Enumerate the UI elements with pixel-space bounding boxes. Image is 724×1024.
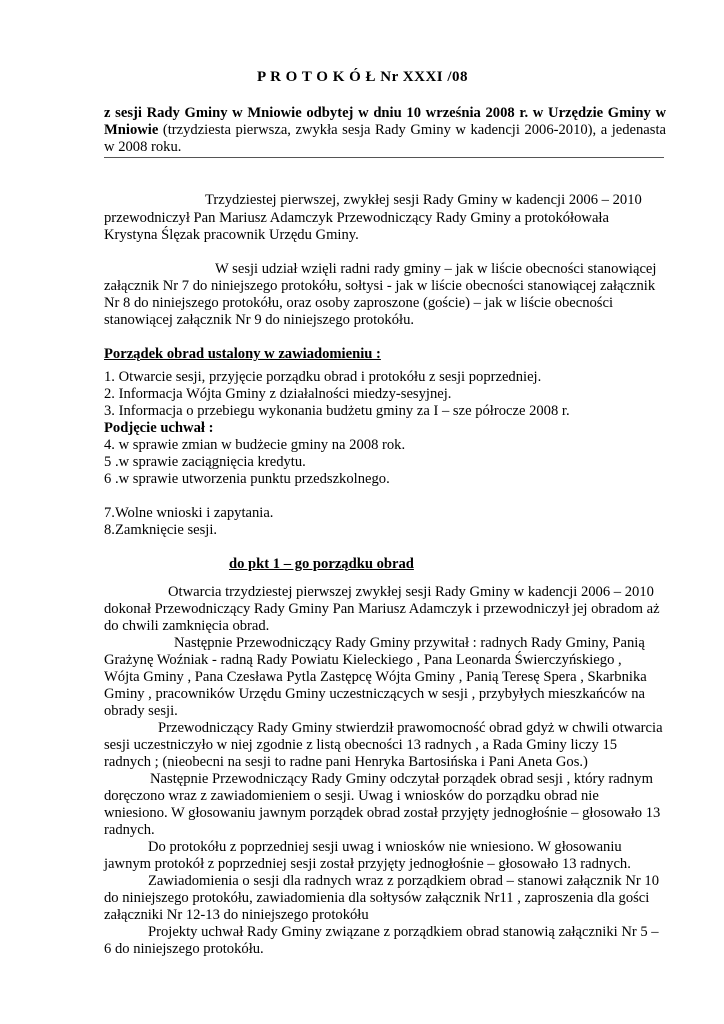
body-line: Przewodniczący Rady Gminy stwierdził prawomocność obrad gdyż w chwili otwarcia	[158, 720, 663, 736]
body-line: Grażynę Woźniak - radną Rady Powiatu Kieleckiego , Pana Leonarda Świerczyńskiego ,	[104, 652, 622, 668]
body-line: radnych ; (nieobecni na sesji to radne pani Henryka Bartosińska i Pani Aneta Gos.)	[104, 754, 588, 770]
attendance-line: załącznik Nr 7 do niniejszego protokółu, sołtysi - jak w liście obecności stanowiącej załącznik	[104, 278, 656, 294]
closing-item: 7.Wolne wnioski i zapytania.	[104, 505, 274, 521]
attendance-line: Nr 8 do niniejszego protokółu, oraz osoby zaproszone (goście) – jak w liście obecności	[104, 295, 614, 311]
body-line: sesji uczestniczyło w niej zgodnie z listą obecności 13 radnych , a Rada Gminy liczy 15	[104, 737, 618, 753]
body-line: załączniki Nr 12-13 do niniejszego protokółu	[104, 907, 369, 923]
agenda-item: 3. Informacja o przebiegu wykonania budżetu gminy za I – sze półrocze 2008 r.	[104, 403, 570, 419]
body-line: wniesiono. W głosowaniu jawnym porządek obrad został przyjęty jednogłośnie – głosowało 13	[104, 805, 661, 821]
body-line: Wójta Gminy , Pana Czesława Pytla Zastępcę Wójta Gminy , Panią Teresę Spera , Skarbnika	[104, 669, 647, 685]
closing-item: 8.Zamknięcie sesji.	[104, 522, 218, 538]
body-line: Projekty uchwał Rady Gminy związane z porządkiem obrad stanowią załączniki Nr 5 –	[148, 924, 659, 940]
header-line-2	[104, 122, 666, 139]
header-line-3: w 2008 roku.	[104, 139, 182, 155]
document-title: P R O T O K Ó Ł Nr XXXI /08	[257, 69, 469, 85]
body-line: Następnie Przewodniczący Rady Gminy przywitał : radnych Rady Gminy, Panią	[174, 635, 645, 651]
body-line: obrady sesji.	[104, 703, 178, 719]
intro-line: przewodniczył Pan Mariusz Adamczyk Przewodniczący Rady Gminy a protokółowała	[104, 210, 609, 226]
resolution-item: 4. w sprawie zmian w budżecie gminy na 2008 rok.	[104, 437, 406, 453]
body-line: Gminy , pracowników Urzędu Gminy uczestniczących w sesji , przybyłych mieszkańców na	[104, 686, 646, 702]
resolution-item: 6 .w sprawie utworzenia punktu przedszkolnego.	[104, 471, 390, 487]
attendance-line: W sesji udział wzięli radni rady gminy – jak w liście obecności stanowiącej	[215, 261, 657, 277]
body-line: doręczono wraz z zawiadomieniem o sesji. Uwag i wniosków do porządku obrad nie	[104, 788, 599, 804]
header-divider	[104, 157, 664, 158]
body-line: do chwili zamknięcia obrad.	[104, 618, 270, 634]
body-line: Następnie Przewodniczący Rady Gminy odczytał porządek obrad sesji , który radnym	[150, 771, 653, 787]
resolution-item: 5 .w sprawie zaciągnięcia kredytu.	[104, 454, 306, 470]
body-line: dokonał Przewodniczący Rady Gminy Pan Mariusz Adamczyk i przewodniczył jej obradom aż	[104, 601, 660, 617]
body-line: radnych.	[104, 822, 155, 838]
header-location: Mniowie	[104, 122, 159, 138]
body-line: Do protokółu z poprzedniej sesji uwag i wniosków nie wniesiono. W głosowaniu	[148, 839, 622, 855]
section-heading: do pkt 1 – go porządku obrad	[229, 556, 414, 572]
body-line: Zawiadomienia o sesji dla radnych wraz z porządkiem obrad – stanowi załącznik Nr 10	[148, 873, 659, 889]
header-description: (trzydziesta pierwsza, zwykła sesja Rady Gminy w kadencji 2006-2010), a jedenasta	[162, 122, 666, 138]
agenda-item: 2. Informacja Wójta Gminy z działalności miedzy-sesyjnej.	[104, 386, 452, 402]
intro-line: Trzydziestej pierwszej, zwykłej sesji Rady Gminy w kadencji 2006 – 2010	[205, 192, 642, 208]
body-line: do niniejszego protokółu, zawiadomienia dla sołtysów załącznik Nr11 , zaproszenia dla gości	[104, 890, 650, 906]
agenda-heading: Porządek obrad ustalony w zawiadomieniu :	[104, 346, 381, 362]
resolutions-heading: Podjęcie uchwał :	[104, 420, 214, 436]
header-line-1: z sesji Rady Gminy w Mniowie odbytej w dniu 10 września 2008 r. w Urzędzie Gminy w	[104, 105, 666, 121]
attendance-line: stanowiącej załącznik Nr 9 do niniejszego protokółu.	[104, 312, 415, 328]
agenda-item: 1. Otwarcie sesji, przyjęcie porządku obrad i protokółu z sesji poprzedniej.	[104, 369, 542, 385]
body-line: 6 do niniejszego protokółu.	[104, 941, 264, 957]
intro-line: Krystyna Ślęzak pracownik Urzędu Gminy.	[104, 227, 359, 243]
body-line: jawnym protokół z poprzedniej sesji został przyjęty jednogłośnie – głosowało 13 radnych.	[104, 856, 631, 872]
body-line: Otwarcia trzydziestej pierwszej zwykłej sesji Rady Gminy w kadencji 2006 – 2010	[168, 584, 654, 600]
